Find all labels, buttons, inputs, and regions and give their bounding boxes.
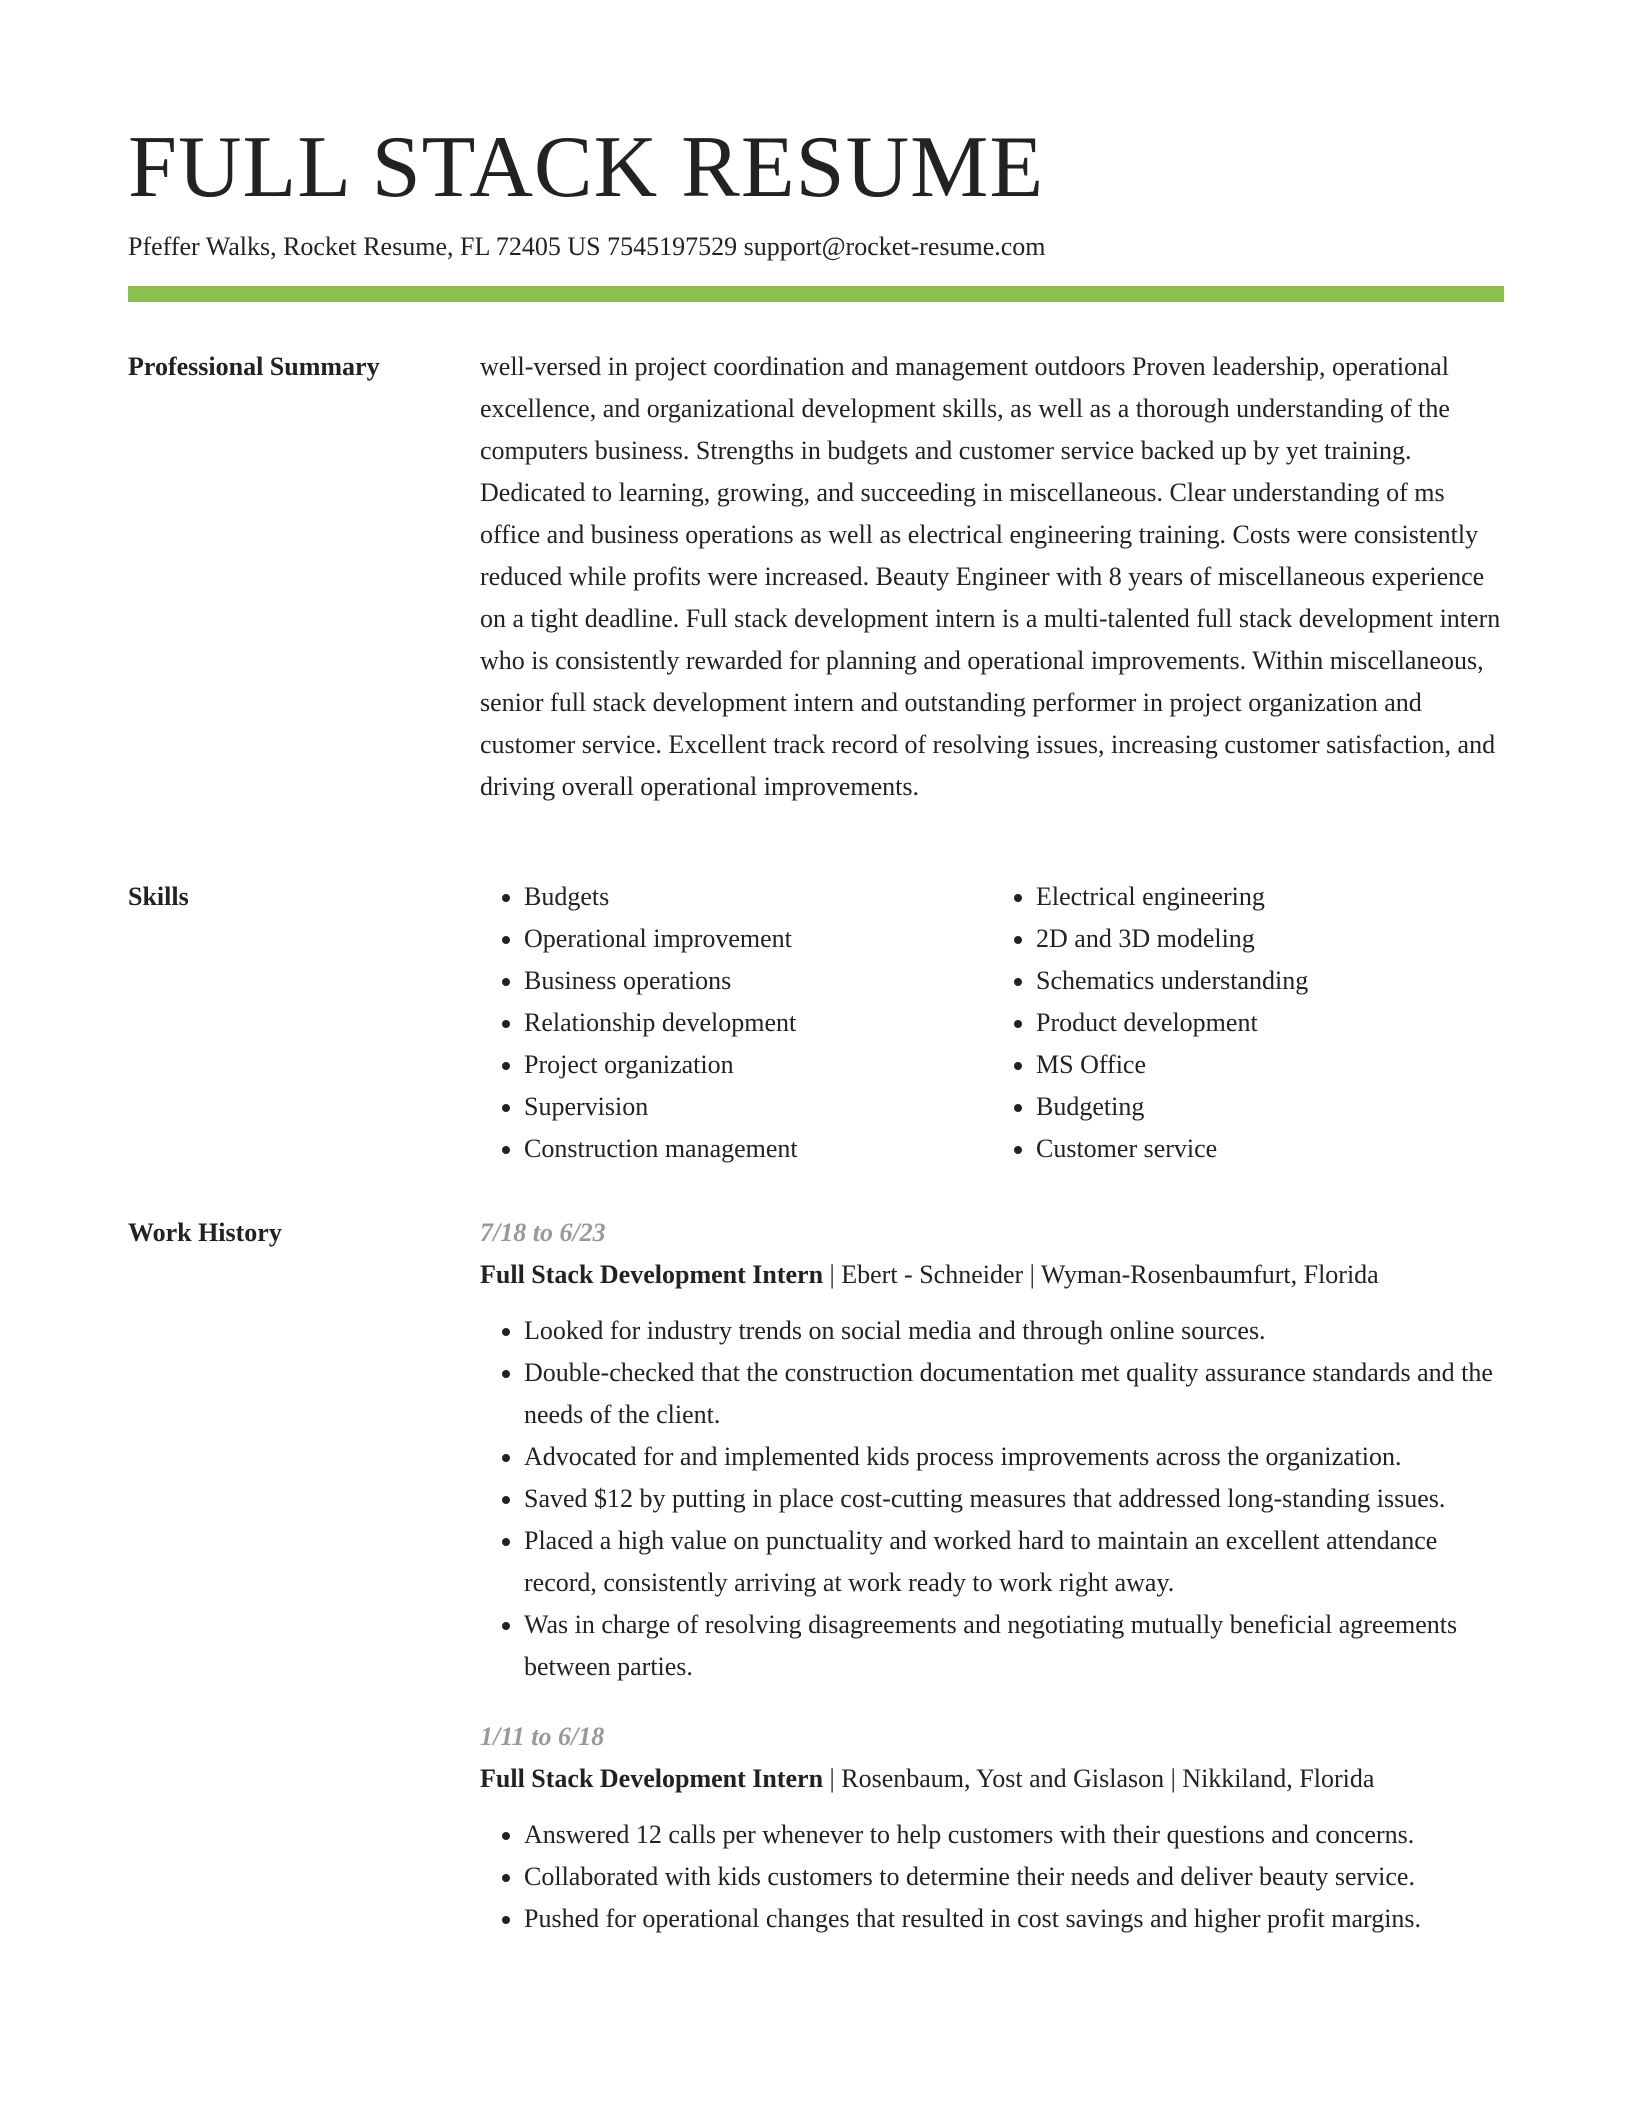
work-history-label: Work History	[128, 1218, 282, 1247]
resume-title: FULL STACK RESUME	[128, 119, 1045, 216]
contact-line: Pfeffer Walks, Rocket Resume, FL 72405 US 7545197529 support@rocket-resume.com	[128, 232, 1046, 261]
skill-item: • Electrical engineering	[1036, 876, 1504, 918]
job-details: | Ebert - Schneider | Wyman-Rosenbaumfurt, Florida	[823, 1260, 1379, 1289]
job-bullet-list	[480, 1310, 1504, 1688]
skill-item: • 2D and 3D modeling	[1036, 918, 1504, 960]
job-entry	[480, 1212, 1504, 1688]
skill-item: • MS Office	[1036, 1044, 1504, 1086]
job-bullet: • Placed a high value on punctuality and worked hard to maintain an excellent attendance record, consistently arriving at work ready to work right away.	[524, 1520, 1504, 1604]
skill-item: • Schematics understanding	[1036, 960, 1504, 1002]
job-bullet: • Answered 12 calls per whenever to help customers with their questions and concerns.	[524, 1814, 1504, 1856]
skills-list-right	[992, 876, 1504, 1170]
job-bullet: • Collaborated with kids customers to determine their needs and deliver beauty service.	[524, 1856, 1504, 1898]
job-bullet: • Advocated for and implemented kids process improvements across the organization.	[524, 1436, 1504, 1478]
skill-item: • Budgeting	[1036, 1086, 1504, 1128]
skill-item: • Construction management	[524, 1128, 992, 1170]
skill-item: • Supervision	[524, 1086, 992, 1128]
skills-columns	[480, 876, 1504, 1170]
job-bullet: • Was in charge of resolving disagreements and negotiating mutually beneficial agreements between parties.	[524, 1604, 1504, 1688]
skills-body	[480, 876, 1504, 1170]
job-title: Full Stack Development Intern	[480, 1260, 824, 1289]
skills-label: Skills	[128, 882, 189, 911]
skill-item: • Relationship development	[524, 1002, 992, 1044]
job-bullet-list	[480, 1814, 1504, 1940]
skill-item: • Project organization	[524, 1044, 992, 1086]
job-bullet: • Double-checked that the construction documentation met quality assurance standards and the needs of the client.	[524, 1352, 1504, 1436]
job-details: | Rosenbaum, Yost and Gislason | Nikkiland, Florida	[823, 1764, 1375, 1793]
job-bullet: • Pushed for operational changes that resulted in cost savings and higher profit margins.	[524, 1898, 1504, 1940]
job-title: Full Stack Development Intern	[480, 1764, 824, 1793]
job-heading	[480, 1758, 1504, 1800]
job-dates: 1/11 to 6/18	[480, 1722, 605, 1751]
summary-text: well-versed in project coordination and management outdoors Proven leadership, operational excellence, and organizational development skills, as well as a thorough understanding of the computers business. Strengths in budgets and customer service backed up by yet training. Dedicated to learning, growing, and succeeding in miscellaneous. Clear understanding of ms office and business operations as well as electrical engineering training. Costs were consistently reduced while profits were increased. Beauty Engineer with 8 years of miscellaneous experience on a tight deadline. Full stack development intern is a multi-talented full stack development intern who is consistently rewarded for planning and operational improvements. Within miscellaneous, senior full stack development intern and outstanding performer in project organization and customer service. Excellent track record of resolving issues, increasing customer satisfaction, and driving overall operational improvements.	[480, 352, 1501, 801]
skill-item: • Budgets	[524, 876, 992, 918]
job-bullet: • Looked for industry trends on social media and through online sources.	[524, 1310, 1504, 1352]
job-bullet: • Saved $12 by putting in place cost-cutting measures that addressed long-standing issues.	[524, 1478, 1504, 1520]
skill-item: • Operational improvement	[524, 918, 992, 960]
summary-body	[480, 346, 1504, 808]
skills-list-left	[480, 876, 992, 1170]
skill-item: • Customer service	[1036, 1128, 1504, 1170]
skill-item: • Business operations	[524, 960, 992, 1002]
skill-item: • Product development	[1036, 1002, 1504, 1044]
summary-label: Professional Summary	[128, 352, 380, 381]
accent-divider	[128, 286, 1504, 302]
job-heading	[480, 1254, 1504, 1296]
work-history-body	[480, 1212, 1504, 1940]
job-dates: 7/18 to 6/23	[480, 1218, 606, 1247]
job-entry	[480, 1716, 1504, 1940]
